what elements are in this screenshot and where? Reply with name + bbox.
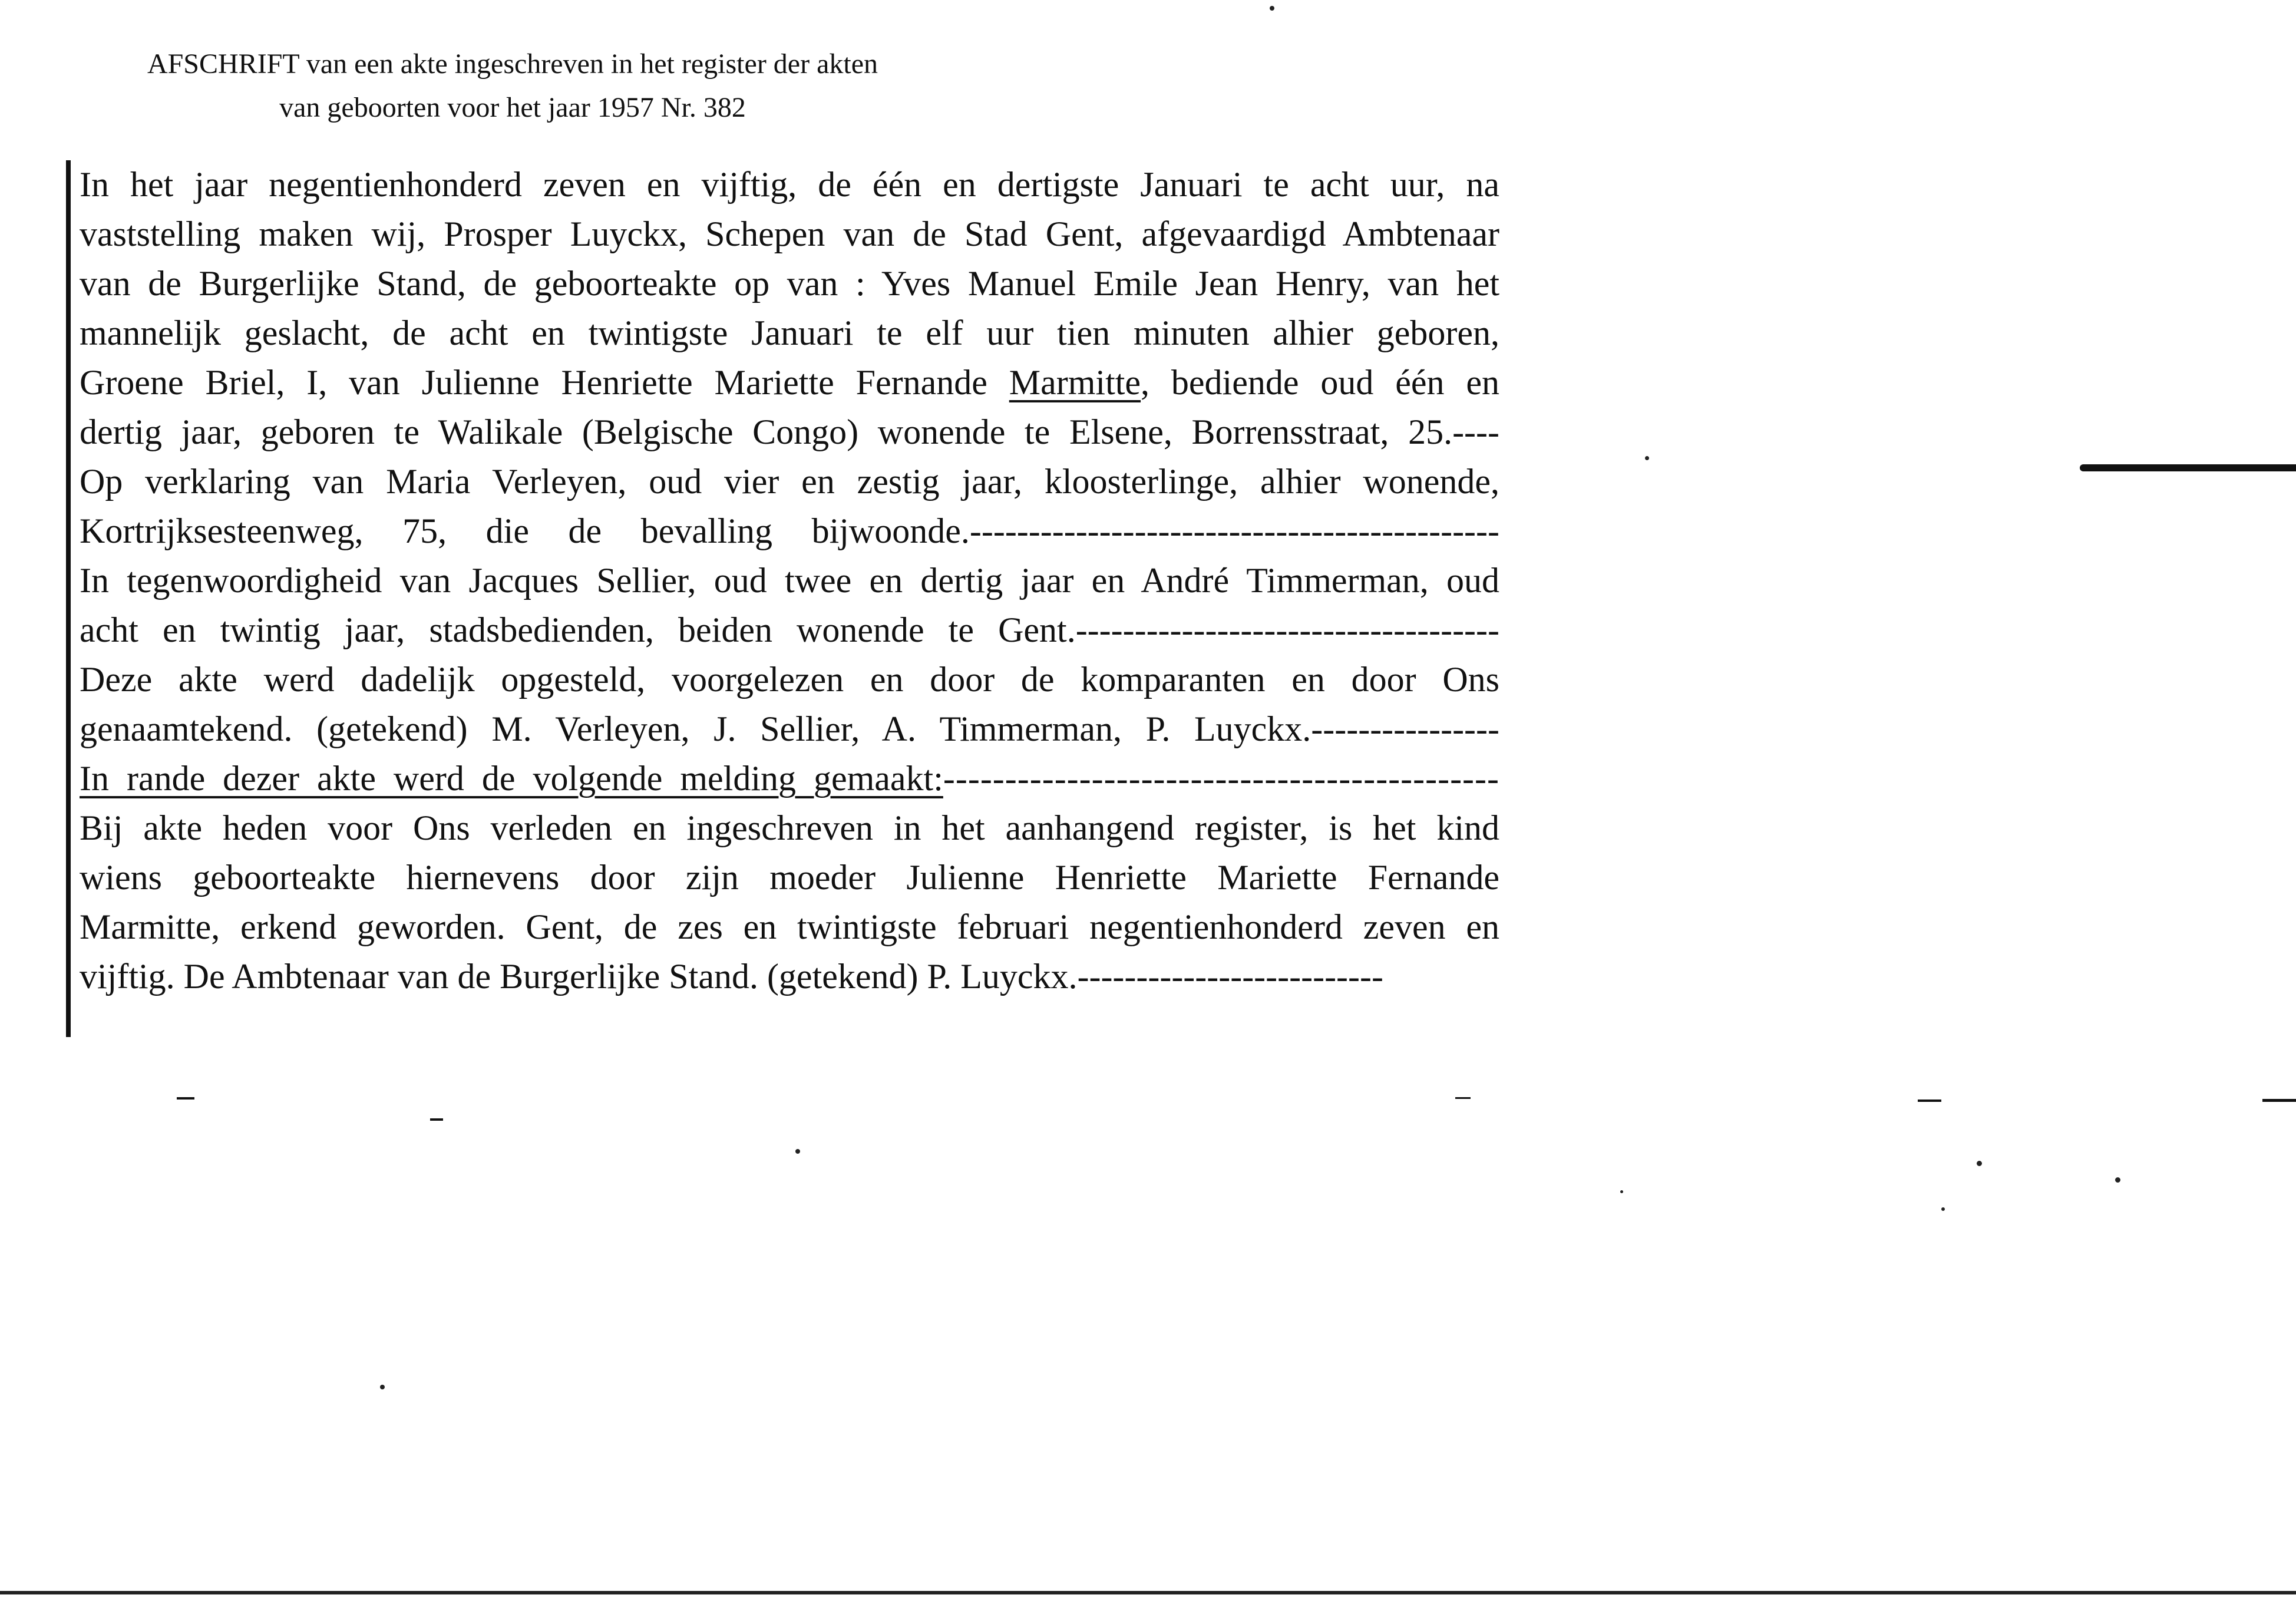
bottom-edge-rule [0,1591,2296,1594]
body-line-14: Bij akte heden voor Ons verleden en ingeschreven in het aanhangend register, is het kind [80,808,1499,847]
scan-dash-1 [177,1097,194,1100]
body-line-1: In het jaar negentienhonderd zeven en vijftig, de één en dertigste Januari te acht uur, na [80,165,1499,204]
body-line-10: acht en twintig jaar, stadsbedienden, beiden wonende te Gent.------------------------------------ [80,610,1499,649]
scan-speck-1 [1270,6,1274,11]
body-line-4: mannelijk geslacht, de acht en twintigste Januari te elf uur tien minuten alhier geboren, [80,313,1499,352]
scan-speck-8 [1620,1190,1623,1193]
scan-speck-7 [1941,1207,1945,1211]
header-line-1: AFSCHRIFT van een akte ingeschreven in het register der akten [147,48,878,80]
body-line-3: van de Burgerlijke Stand, de geboorteakte op van : Yves Manuel Emile Jean Henry, van het [80,264,1499,303]
scan-streak-right [2080,464,2296,471]
scan-dash-3 [1918,1100,1941,1102]
header-line-2: van geboorten voor het jaar 1957 Nr. 382 [279,92,746,123]
margin-note-dashes: --------------------------------------------- [943,759,1499,798]
scan-speck-6 [380,1385,385,1389]
body-line-12: genaamtekend. (getekend) M. Verleyen, J. Sellier, A. Timmerman, P. Luyckx.---------------- [80,709,1499,748]
document-header [71,42,954,130]
body-line-5-end: , bediende oud één en [1141,363,1499,402]
scan-speck-4 [1977,1161,1982,1166]
scan-speck-2 [1645,456,1649,460]
body-line-6: dertig jaar, geboren te Walikale (Belgische Congo) wonende te Elsene, Borrensstraat, 25.---- [80,412,1499,451]
scan-speck-5 [2115,1177,2120,1183]
scan-dash-2 [430,1118,443,1121]
scan-speck-3 [795,1149,800,1154]
margin-bar [66,160,71,1037]
scan-dash-4 [1455,1097,1471,1099]
body-line-5 [80,358,1499,407]
body-line-17: vijftig. De Ambtenaar van de Burgerlijke Stand. (getekend) P. Luyckx.-------------------------- [80,957,1383,996]
scan-streak-right-2 [2262,1099,2296,1102]
body-line-15: wiens geboorteakte hiernevens door zijn moeder Julienne Henriette Mariette Fernande [80,858,1499,897]
body-line-16: Marmitte, erkend geworden. Gent, de zes en twintigste februari negentienhonderd zeven en [80,907,1499,946]
deed-body [80,160,1499,1001]
body-line-8: Kortrijksesteenweg, 75, die de bevalling bijwoonde.--------------------------------------------- [80,511,1499,550]
margin-note-heading: In rande dezer akte werd de volgende melding gemaakt: [80,759,943,798]
body-line-2: vaststelling maken wij, Prosper Luyckx, Schepen van de Stad Gent, afgevaardigd Ambtenaar [80,214,1499,253]
surname-underlined: Marmitte [1009,363,1141,402]
body-line-13 [80,754,1499,803]
body-line-11: Deze akte werd dadelijk opgesteld, voorgelezen en door de komparanten en door Ons [80,660,1499,699]
body-line-9: In tegenwoordigheid van Jacques Sellier, oud twee en dertig jaar en André Timmerman, oud [80,561,1499,600]
body-line-5-start: Groene Briel, I, van Julienne Henriette Mariette Fernande [80,363,987,402]
body-line-7: Op verklaring van Maria Verleyen, oud vier en zestig jaar, kloosterlinge, alhier wonende, [80,462,1499,501]
